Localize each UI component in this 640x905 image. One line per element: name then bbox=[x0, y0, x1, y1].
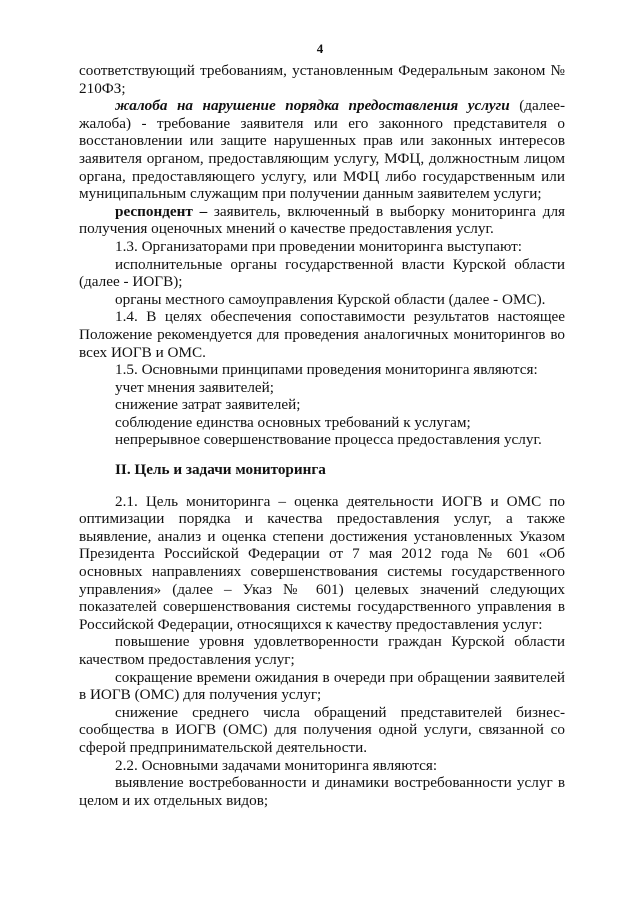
paragraph-1-5: 1.5. Основными принципами проведения мониторинга являются: bbox=[115, 361, 538, 379]
paragraph-oms: органы местного самоуправления Курской области (далее - ОМС). bbox=[115, 290, 546, 308]
respondent-definition-text: заявитель, включенный в выборку мониторинга для получения оценочных мнений о качестве предоставления услуг. bbox=[79, 202, 566, 238]
paragraph-law-reference: соответствующий требованиям, установленным Федеральным законом № 210ФЗ; bbox=[79, 62, 565, 97]
principle-item-2: снижение затрат заявителей; bbox=[115, 396, 301, 414]
document-body bbox=[79, 62, 565, 809]
task-item-1: выявление востребованности и динамики востребованности услуг в целом и их отдельных видов; bbox=[79, 774, 565, 809]
paragraph-2-2: 2.2. Основными задачами мониторинга являются: bbox=[115, 756, 438, 774]
paragraph-1-3: 1.3. Организаторами при проведении мониторинга выступают: bbox=[115, 237, 522, 255]
complaint-definition-text: (далее-жалоба) - требование заявителя или его законного представителя о восстановлении или защите нарушенных прав или законных интересов заявителя органом, предоставляющим услугу, МФЦ, должностным лицом органа, предоставляющего услугу, или МФЦ либо государственным или муниципальным служащим при получении данным заявителем услуги; bbox=[79, 97, 566, 203]
goal-item-3: снижение среднего числа обращений представителей бизнес-сообщества в ИОГВ (ОМС) для получения одной услуги, связанной со сферой предпринимательской деятельности. bbox=[79, 703, 565, 756]
paragraph-1-4: 1.4. В целях обеспечения сопоставимости результатов настоящее Положение рекомендуется для проведения аналогичных мониторингов во всех ИОГВ и ОМС. bbox=[79, 308, 565, 361]
goal-item-1: повышение уровня удовлетворенности граждан Курской области качеством предоставления услуг; bbox=[79, 633, 565, 668]
section-2-heading: II. Цель и задачи мониторинга bbox=[115, 461, 326, 479]
paragraph-respondent-definition bbox=[79, 203, 565, 238]
principle-item-1: учет мнения заявителей; bbox=[115, 378, 274, 396]
term-complaint: жалоба на нарушение порядка предоставления услуги bbox=[115, 97, 510, 115]
principle-item-3: соблюдение единства основных требований к услугам; bbox=[115, 413, 471, 431]
page-number: 4 bbox=[316, 41, 324, 56]
paragraph-2-1: 2.1. Цель мониторинга – оценка деятельности ИОГВ и ОМС по оптимизации порядка и качества предоставления услуг, а также выявление, анализ и оценка степени достижения установленных Указом Президента Российской Федерации от 7 мая 2012 года № 601 «Об основных направлениях совершенствования системы государственного управления» (далее – Указ № 601) целевых значений следующих показателей совершенствования системы государственного управления в Российской Федерации, относящихся к качеству предоставления услуг: bbox=[79, 492, 565, 633]
term-respondent: респондент – bbox=[115, 202, 208, 220]
goal-item-2: сокращение времени ожидания в очереди при обращении заявителей в ИОГВ (ОМС) для получения услуг; bbox=[79, 668, 565, 704]
principle-item-4: непрерывное совершенствование процесса предоставления услуг. bbox=[115, 431, 542, 449]
paragraph-complaint-definition bbox=[79, 97, 565, 203]
paragraph-iogv: исполнительные органы государственной власти Курской области (далее - ИОГВ); bbox=[79, 255, 565, 291]
